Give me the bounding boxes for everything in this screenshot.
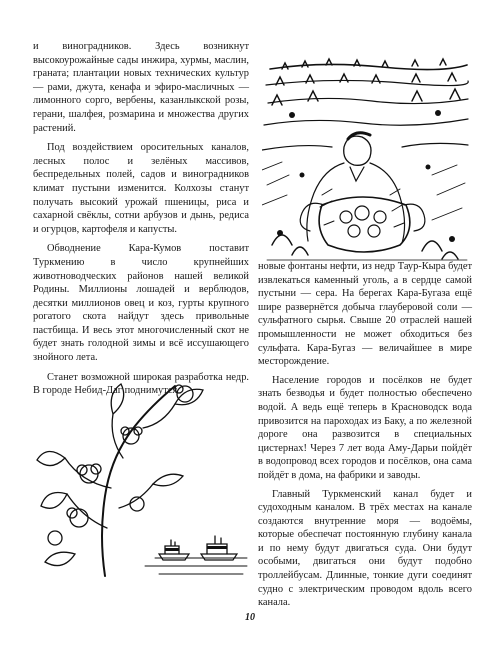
cotton-branch-illustration — [35, 378, 249, 580]
page-number: 10 — [245, 612, 255, 623]
paragraph: новые фонтаны нефти, из недр Таур-Кыра будет извлекаться каменный уголь, а в сердце самой пустыни — сера. На берегах Кара-Бугаза ещё шире развернётся добыча глауберовой соли — сульфатного сырья. Свыше 20 отраслей нашей промышленности не может обходиться без сульфата. Кара-Бугаз — величайшее в мире месторождение. — [258, 261, 472, 368]
cotton-picker-drawing — [262, 55, 470, 262]
paragraph: Обводнение Кара-Кумов поставит Туркмению в число крупнейших животноводческих районов нашей великой Родины. Миллионы лошадей и верблюдов, десятки миллионов овец и коз, гурты крупного рогатого скота найдут здесь привольные пастбища. И весь этот многочисленный скот не будет знать голодной зимы и всё иссушающего знойного лета. — [33, 243, 249, 364]
cotton-picker-illustration — [262, 55, 470, 262]
paragraph: Главный Туркменский канал будет и судоходным каналом. В трёх местах на канале создаются внутренние моря — водоёмы, которые обеспечат постоянную глубину канала и по нему будут двигаться суда. Они будут особыми, двигаться они будут подобно троллейбусам. Длинные, тонкие дуги соединят судно с электрическим проводом вдоль всего канала. — [258, 488, 472, 609]
cotton-branch-and-ships-drawing — [35, 378, 249, 580]
paragraph: Население городов и посёлков не будет знать безводья и будет полностью обеспечено водой. А ведь ещё теперь в Красноводск вода привозится на пароходах из Баку, а по железной дороге она развозится в специальных цистернах! Через 7 лет вода Аму-Дарьи пойдёт в водопровод всех городов и посёлков, она сама пойдёт в дома, на фабрики и заводы. — [258, 374, 472, 481]
text-column-left — [33, 40, 249, 404]
paragraph: и виноградников. Здесь возникнут высокоурожайные сады инжира, хурмы, маслин, граната; плантации новых технических культур — рами, джута, кенафа и эфиро-масличных — лимонного сорго, вербены, казанлыкской розы, герани, шалфея, розмарина и множества других растений. — [33, 41, 249, 134]
paragraph: Под воздействием оросительных каналов, лесных полос и зелёных массивов, беспредельных полей, садов и виноградников климат пустыни изменится. Колхозы станут получать высокий урожай пшеницы, риса и сахарной свёклы, сотни арбузов и дынь, редиса и огурцов, картофеля и капусты. — [33, 142, 249, 235]
paragraph: Станет возможной широкая разработка недр. В городе Небид-Даг поднимутся — [33, 371, 249, 397]
text-column-right — [258, 260, 472, 615]
